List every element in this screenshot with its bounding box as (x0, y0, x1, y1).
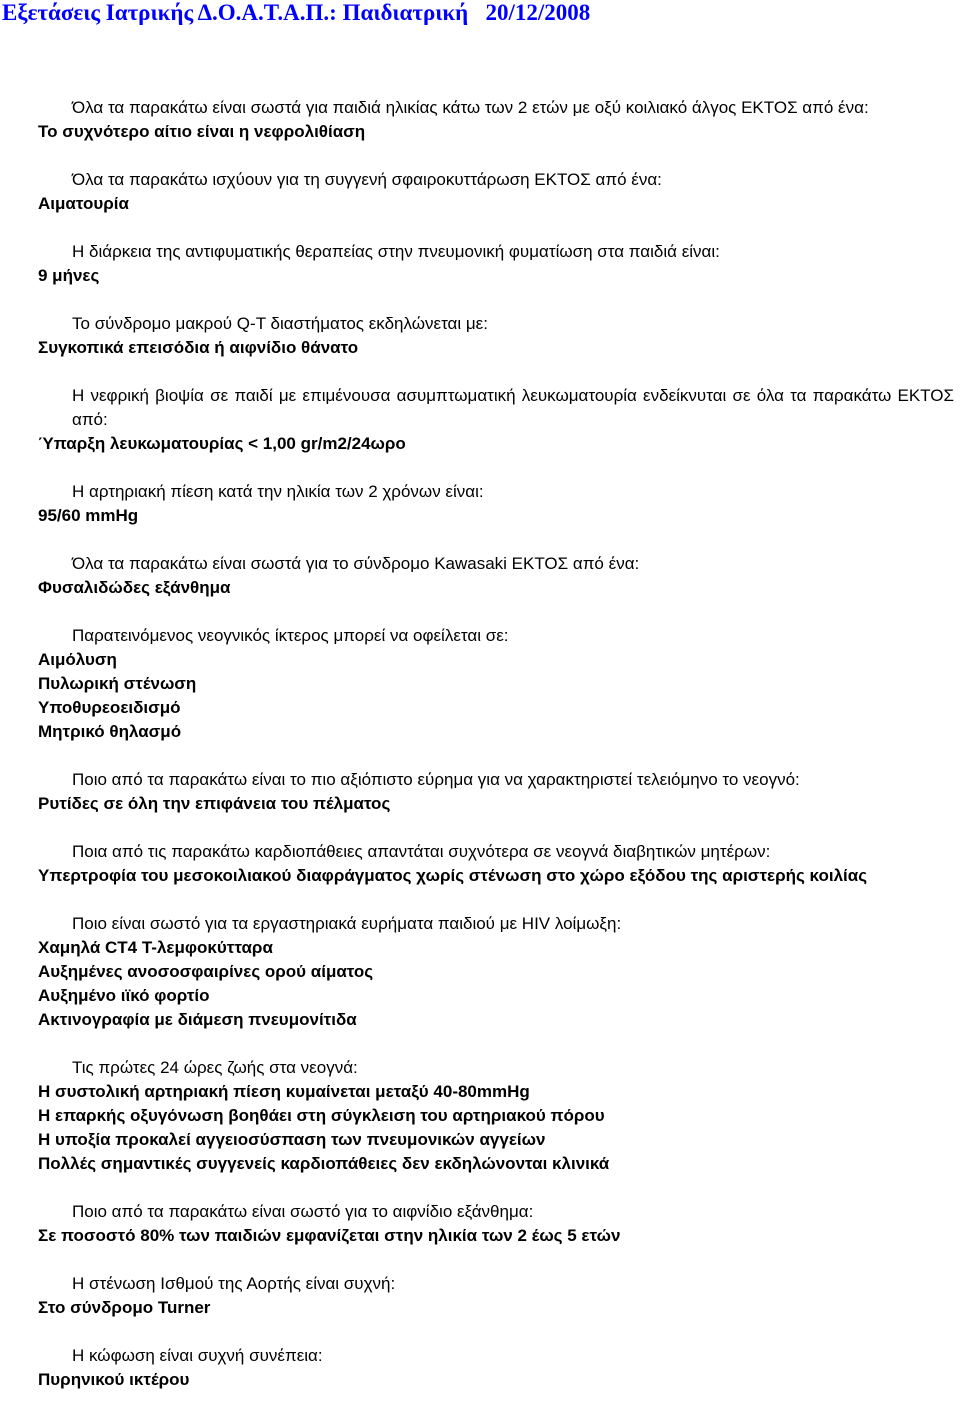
question-text: Ποιο από τα παρακάτω είναι το πιο αξιόπιστο εύρημα για να χαρακτηριστεί τελειόμηνο το νεογνό: (72, 770, 800, 789)
question-text: Όλα τα παρακάτω είναι σωστά για το σύνδρομο Kawasaki ΕΚΤΟΣ από ένα: (72, 554, 640, 573)
question-block (38, 768, 958, 816)
answer-text: Αιμόλυση (38, 650, 117, 669)
question-text: Τις πρώτες 24 ώρες ζωής στα νεογνά: (72, 1058, 358, 1077)
question-block (38, 1272, 958, 1320)
page-header (2, 0, 590, 26)
question-block (38, 1344, 958, 1392)
question-text: Η νεφρική βιοψία σε παιδί με επιμένουσα ασυμπτωματική λευκωματουρία ενδείκνυται σε όλα τα παρακάτω ΕΚΤΟΣ από: (72, 386, 954, 429)
question-text: Η κώφωση είναι συχνή συνέπεια: (72, 1346, 323, 1365)
question-text: Η αρτηριακή πίεση κατά την ηλικία των 2 χρόνων είναι: (72, 482, 484, 501)
question-text: Όλα τα παρακάτω ισχύουν για τη συγγενή σφαιροκυττάρωση ΕΚΤΟΣ από ένα: (72, 170, 662, 189)
question-block (38, 1056, 958, 1176)
question-block (38, 624, 958, 744)
question-list (38, 96, 958, 1416)
page-date: 20/12/2008 (485, 0, 591, 25)
question-block (38, 384, 958, 456)
answer-text: 95/60 mmHg (38, 506, 139, 525)
answer-text: Χαμηλά CT4 Τ-λεμφοκύτταρα (38, 938, 273, 957)
answer-text: Πυρηνικού ικτέρου (38, 1370, 190, 1389)
page-title: Εξετάσεις Ιατρικής Δ.Ο.Α.Τ.Α.Π.: Παιδιατρική (2, 0, 469, 25)
question-text: Η στένωση Ισθμού της Αορτής είναι συχνή: (72, 1274, 396, 1293)
question-block (38, 312, 958, 360)
question-text: Το σύνδρομο μακρού Q-T διαστήματος εκδηλώνεται με: (72, 314, 488, 333)
answer-text: Ύπαρξη λευκωματουρίας < 1,00 gr/m2/24ωρο (38, 434, 406, 453)
answer-text: Πυλωρική στένωση (38, 674, 197, 693)
answer-text: Μητρικό θηλασμό (38, 722, 182, 741)
answer-text: 9 μήνες (38, 266, 100, 285)
question-text: Ποιο από τα παρακάτω είναι σωστό για το αιφνίδιο εξάνθημα: (72, 1202, 534, 1221)
answer-text: Ακτινογραφία με διάμεση πνευμονίτιδα (38, 1010, 357, 1029)
answer-text: Αιματουρία (38, 194, 129, 213)
answer-text: Υπερτροφία του μεσοκοιλιακού διαφράγματος χωρίς στένωση στο χώρο εξόδου της αριστερής κοιλίας (38, 866, 868, 885)
answer-text: Υποθυρεοειδισμό (38, 698, 181, 717)
answer-text: Σε ποσοστό 80% των παιδιών εμφανίζεται στην ηλικία των 2 έως 5 ετών (38, 1226, 621, 1245)
answer-text: Αυξημένο ιϊκό φορτίο (38, 986, 210, 1005)
question-text: Όλα τα παρακάτω είναι σωστά για παιδιά ηλικίας κάτω των 2 ετών με οξύ κοιλιακό άλγος ΕΚΤΟΣ από ένα: (72, 98, 869, 117)
question-block (38, 96, 958, 144)
answer-text: Ρυτίδες σε όλη την επιφάνεια του πέλματος (38, 794, 391, 813)
answer-text: Η συστολική αρτηριακή πίεση κυμαίνεται μεταξύ 40-80mmHg (38, 1082, 530, 1101)
question-block (38, 480, 958, 528)
question-block (38, 1200, 958, 1248)
answer-text: Φυσαλιδώδες εξάνθημα (38, 578, 231, 597)
question-block (38, 240, 958, 288)
question-block (38, 840, 958, 888)
answer-text: Πολλές σημαντικές συγγενείς καρδιοπάθειες δεν εκδηλώνονται κλινικά (38, 1154, 610, 1173)
question-block (38, 168, 958, 216)
answer-text: Στο σύνδρομο Turner (38, 1298, 211, 1317)
question-text: Η διάρκεια της αντιφυματικής θεραπείας στην πνευμονική φυματίωση στα παιδιά είναι: (72, 242, 720, 261)
answer-text: Αυξημένες ανοσοσφαιρίνες ορού αίματος (38, 962, 374, 981)
question-text: Παρατεινόμενος νεογνικός ίκτερος μπορεί να οφείλεται σε: (72, 626, 509, 645)
question-block (38, 552, 958, 600)
answer-text: Το συχνότερο αίτιο είναι η νεφρολιθίαση (38, 122, 366, 141)
question-text: Ποια από τις παρακάτω καρδιοπάθειες απαντάται συχνότερα σε νεογνά διαβητικών μητέρων: (72, 842, 771, 861)
question-block (38, 912, 958, 1032)
answer-text: Συγκοπικά επεισόδια ή αιφνίδιο θάνατο (38, 338, 359, 357)
answer-text: Η επαρκής οξυγόνωση βοηθάει στη σύγκλειση του αρτηριακού πόρου (38, 1106, 605, 1125)
answer-text: Η υποξία προκαλεί αγγειοσύσπαση των πνευμονικών αγγείων (38, 1130, 546, 1149)
question-text: Ποιο είναι σωστό για τα εργαστηριακά ευρήματα παιδιού με HIV λοίμωξη: (72, 914, 622, 933)
